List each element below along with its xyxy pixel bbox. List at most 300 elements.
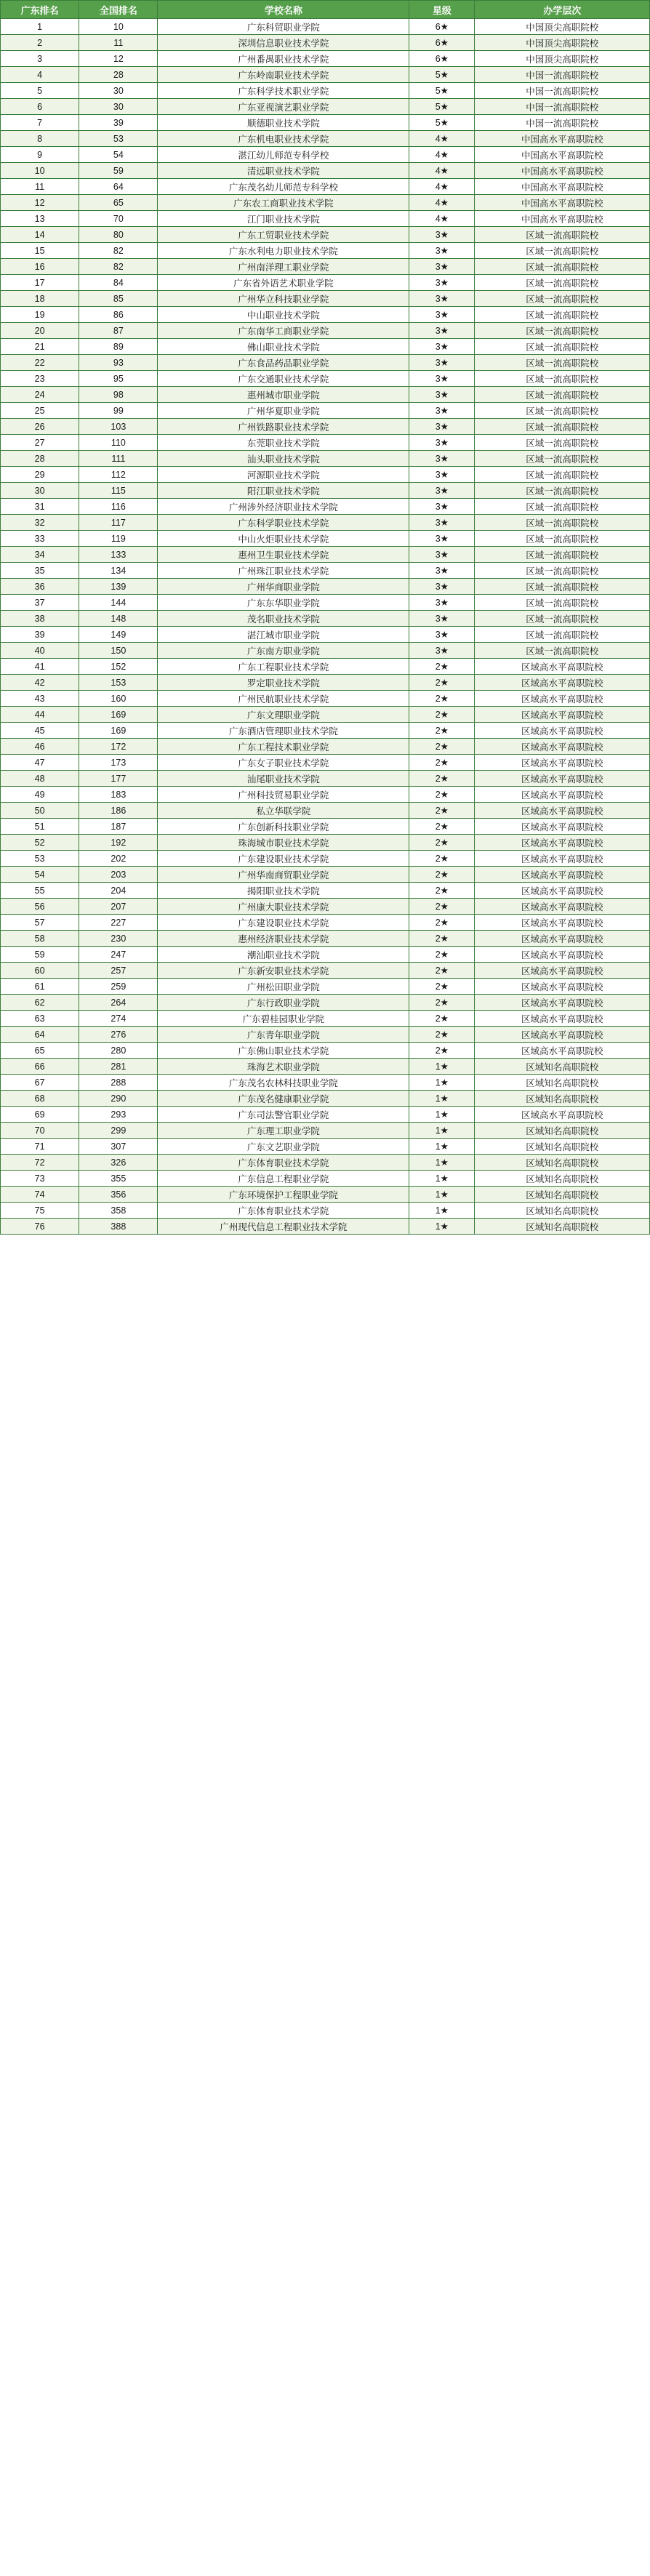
cell-level: 区域一流高职院校 — [475, 323, 650, 339]
cell-national-rank: 149 — [79, 627, 158, 643]
cell-school-name: 珠海艺术职业学院 — [158, 1059, 409, 1075]
cell-province-rank: 52 — [1, 835, 79, 851]
cell-star: 2★ — [409, 787, 475, 803]
cell-star: 3★ — [409, 323, 475, 339]
cell-province-rank: 19 — [1, 307, 79, 323]
cell-level: 区域知名高职院校 — [475, 1155, 650, 1171]
cell-national-rank: 187 — [79, 819, 158, 835]
cell-national-rank: 11 — [79, 35, 158, 51]
cell-national-rank: 115 — [79, 483, 158, 499]
cell-province-rank: 27 — [1, 435, 79, 451]
cell-province-rank: 70 — [1, 1123, 79, 1139]
cell-national-rank: 274 — [79, 1011, 158, 1027]
cell-level: 中国顶尖高职院校 — [475, 19, 650, 35]
cell-star: 2★ — [409, 995, 475, 1011]
cell-star: 2★ — [409, 883, 475, 899]
college-ranking-table — [0, 0, 650, 1235]
cell-star: 1★ — [409, 1123, 475, 1139]
table-row — [1, 1059, 650, 1075]
cell-national-rank: 227 — [79, 915, 158, 931]
cell-national-rank: 30 — [79, 99, 158, 115]
cell-national-rank: 139 — [79, 579, 158, 595]
cell-national-rank: 281 — [79, 1059, 158, 1075]
table-row — [1, 963, 650, 979]
table-row — [1, 899, 650, 915]
cell-school-name: 广东南华工商职业学院 — [158, 323, 409, 339]
cell-star: 4★ — [409, 211, 475, 227]
cell-school-name: 广东科学职业技术学院 — [158, 515, 409, 531]
cell-level: 中国高水平高职院校 — [475, 211, 650, 227]
cell-level: 区域知名高职院校 — [475, 1203, 650, 1219]
cell-star: 2★ — [409, 803, 475, 819]
cell-school-name: 广东科学技术职业学院 — [158, 83, 409, 99]
cell-star: 1★ — [409, 1091, 475, 1107]
cell-level: 区域一流高职院校 — [475, 467, 650, 483]
cell-national-rank: 53 — [79, 131, 158, 147]
cell-national-rank: 355 — [79, 1171, 158, 1187]
table-row — [1, 435, 650, 451]
cell-national-rank: 111 — [79, 451, 158, 467]
cell-star: 3★ — [409, 499, 475, 515]
table-row — [1, 291, 650, 307]
table-row — [1, 547, 650, 563]
cell-national-rank: 356 — [79, 1187, 158, 1203]
cell-national-rank: 177 — [79, 771, 158, 787]
cell-star: 3★ — [409, 483, 475, 499]
cell-star: 2★ — [409, 915, 475, 931]
cell-national-rank: 133 — [79, 547, 158, 563]
cell-star: 2★ — [409, 771, 475, 787]
cell-school-name: 东莞职业技术学院 — [158, 435, 409, 451]
cell-level: 区域高水平高职院校 — [475, 931, 650, 947]
column-header-star: 星级 — [409, 1, 475, 19]
table-row — [1, 83, 650, 99]
cell-level: 区域一流高职院校 — [475, 227, 650, 243]
cell-level: 中国高水平高职院校 — [475, 195, 650, 211]
cell-national-rank: 186 — [79, 803, 158, 819]
table-row — [1, 643, 650, 659]
cell-national-rank: 70 — [79, 211, 158, 227]
column-header-school-name: 学校名称 — [158, 1, 409, 19]
cell-national-rank: 192 — [79, 835, 158, 851]
cell-national-rank: 293 — [79, 1107, 158, 1123]
table-row — [1, 51, 650, 67]
cell-national-rank: 86 — [79, 307, 158, 323]
cell-level: 区域一流高职院校 — [475, 595, 650, 611]
cell-national-rank: 82 — [79, 243, 158, 259]
cell-star: 3★ — [409, 611, 475, 627]
column-header-level: 办学层次 — [475, 1, 650, 19]
cell-star: 4★ — [409, 131, 475, 147]
cell-star: 3★ — [409, 339, 475, 355]
cell-national-rank: 169 — [79, 707, 158, 723]
cell-level: 区域一流高职院校 — [475, 339, 650, 355]
cell-province-rank: 22 — [1, 355, 79, 371]
cell-level: 区域高水平高职院校 — [475, 835, 650, 851]
cell-national-rank: 65 — [79, 195, 158, 211]
cell-level: 区域高水平高职院校 — [475, 739, 650, 755]
cell-school-name: 广州铁路职业技术学院 — [158, 419, 409, 435]
cell-national-rank: 87 — [79, 323, 158, 339]
cell-level: 区域一流高职院校 — [475, 531, 650, 547]
cell-province-rank: 20 — [1, 323, 79, 339]
cell-school-name: 阳江职业技术学院 — [158, 483, 409, 499]
cell-national-rank: 10 — [79, 19, 158, 35]
cell-level: 区域高水平高职院校 — [475, 659, 650, 675]
cell-star: 3★ — [409, 291, 475, 307]
cell-level: 区域一流高职院校 — [475, 483, 650, 499]
cell-level: 中国一流高职院校 — [475, 99, 650, 115]
cell-school-name: 广东茂名农林科技职业学院 — [158, 1075, 409, 1091]
cell-school-name: 广州华商职业学院 — [158, 579, 409, 595]
cell-national-rank: 12 — [79, 51, 158, 67]
cell-level: 中国高水平高职院校 — [475, 179, 650, 195]
cell-province-rank: 56 — [1, 899, 79, 915]
cell-national-rank: 169 — [79, 723, 158, 739]
cell-province-rank: 11 — [1, 179, 79, 195]
table-row — [1, 819, 650, 835]
cell-national-rank: 144 — [79, 595, 158, 611]
cell-national-rank: 89 — [79, 339, 158, 355]
cell-national-rank: 116 — [79, 499, 158, 515]
cell-level: 中国高水平高职院校 — [475, 163, 650, 179]
table-row — [1, 803, 650, 819]
cell-level: 区域一流高职院校 — [475, 307, 650, 323]
cell-school-name: 广东工程职业技术学院 — [158, 659, 409, 675]
cell-level: 区域高水平高职院校 — [475, 1043, 650, 1059]
cell-province-rank: 61 — [1, 979, 79, 995]
cell-school-name: 中山火炬职业技术学院 — [158, 531, 409, 547]
cell-star: 3★ — [409, 403, 475, 419]
cell-national-rank: 299 — [79, 1123, 158, 1139]
cell-school-name: 惠州城市职业学院 — [158, 387, 409, 403]
cell-star: 2★ — [409, 755, 475, 771]
cell-national-rank: 152 — [79, 659, 158, 675]
cell-province-rank: 43 — [1, 691, 79, 707]
table-row — [1, 707, 650, 723]
cell-national-rank: 84 — [79, 275, 158, 291]
cell-school-name: 广东茂名幼儿师范专科学校 — [158, 179, 409, 195]
cell-province-rank: 2 — [1, 35, 79, 51]
cell-school-name: 湛江幼儿师范专科学校 — [158, 147, 409, 163]
table-row — [1, 723, 650, 739]
cell-school-name: 广州华夏职业学院 — [158, 403, 409, 419]
table-row — [1, 387, 650, 403]
cell-province-rank: 58 — [1, 931, 79, 947]
cell-school-name: 惠州经济职业技术学院 — [158, 931, 409, 947]
cell-province-rank: 71 — [1, 1139, 79, 1155]
cell-school-name: 汕头职业技术学院 — [158, 451, 409, 467]
table-row — [1, 915, 650, 931]
cell-level: 区域一流高职院校 — [475, 627, 650, 643]
cell-level: 区域一流高职院校 — [475, 243, 650, 259]
cell-star: 3★ — [409, 259, 475, 275]
cell-level: 区域一流高职院校 — [475, 451, 650, 467]
cell-star: 5★ — [409, 115, 475, 131]
cell-province-rank: 41 — [1, 659, 79, 675]
cell-star: 1★ — [409, 1107, 475, 1123]
cell-province-rank: 46 — [1, 739, 79, 755]
cell-level: 区域一流高职院校 — [475, 547, 650, 563]
table-row — [1, 483, 650, 499]
column-header-province-rank: 广东排名 — [1, 1, 79, 19]
cell-star: 3★ — [409, 643, 475, 659]
cell-school-name: 广东行政职业学院 — [158, 995, 409, 1011]
cell-star: 2★ — [409, 675, 475, 691]
cell-star: 2★ — [409, 723, 475, 739]
cell-star: 2★ — [409, 1011, 475, 1027]
cell-star: 1★ — [409, 1139, 475, 1155]
table-row — [1, 259, 650, 275]
cell-school-name: 广东机电职业技术学院 — [158, 131, 409, 147]
table-row — [1, 1011, 650, 1027]
cell-national-rank: 30 — [79, 83, 158, 99]
cell-province-rank: 14 — [1, 227, 79, 243]
cell-province-rank: 34 — [1, 547, 79, 563]
cell-school-name: 广东亚视演艺职业学院 — [158, 99, 409, 115]
cell-level: 区域一流高职院校 — [475, 563, 650, 579]
cell-school-name: 广州华立科技职业学院 — [158, 291, 409, 307]
cell-national-rank: 358 — [79, 1203, 158, 1219]
cell-province-rank: 16 — [1, 259, 79, 275]
cell-school-name: 广东女子职业技术学院 — [158, 755, 409, 771]
cell-school-name: 广东新安职业技术学院 — [158, 963, 409, 979]
cell-level: 区域一流高职院校 — [475, 499, 650, 515]
cell-province-rank: 37 — [1, 595, 79, 611]
table-row — [1, 659, 650, 675]
cell-province-rank: 10 — [1, 163, 79, 179]
cell-province-rank: 57 — [1, 915, 79, 931]
cell-school-name: 广东创新科技职业学院 — [158, 819, 409, 835]
cell-province-rank: 9 — [1, 147, 79, 163]
cell-province-rank: 39 — [1, 627, 79, 643]
cell-school-name: 广东文理职业学院 — [158, 707, 409, 723]
table-row — [1, 467, 650, 483]
cell-national-rank: 204 — [79, 883, 158, 899]
table-row — [1, 131, 650, 147]
table-row — [1, 1043, 650, 1059]
table-row — [1, 19, 650, 35]
table-row — [1, 1107, 650, 1123]
cell-province-rank: 51 — [1, 819, 79, 835]
cell-province-rank: 59 — [1, 947, 79, 963]
cell-school-name: 湛江城市职业学院 — [158, 627, 409, 643]
cell-national-rank: 160 — [79, 691, 158, 707]
table-row — [1, 1123, 650, 1139]
cell-level: 区域高水平高职院校 — [475, 1027, 650, 1043]
cell-school-name: 广东信息工程职业学院 — [158, 1171, 409, 1187]
cell-school-name: 广东科贸职业学院 — [158, 19, 409, 35]
cell-province-rank: 75 — [1, 1203, 79, 1219]
cell-level: 区域高水平高职院校 — [475, 883, 650, 899]
table-body — [1, 19, 650, 1235]
cell-national-rank: 80 — [79, 227, 158, 243]
cell-school-name: 清远职业技术学院 — [158, 163, 409, 179]
cell-school-name: 广东碧桂园职业学院 — [158, 1011, 409, 1027]
cell-school-name: 广东水利电力职业技术学院 — [158, 243, 409, 259]
cell-school-name: 广东交通职业技术学院 — [158, 371, 409, 387]
table-row — [1, 1155, 650, 1171]
cell-national-rank: 28 — [79, 67, 158, 83]
cell-province-rank: 55 — [1, 883, 79, 899]
cell-school-name: 广州现代信息工程职业技术学院 — [158, 1219, 409, 1235]
cell-national-rank: 82 — [79, 259, 158, 275]
table-row — [1, 979, 650, 995]
cell-school-name: 广东建设职业技术学院 — [158, 915, 409, 931]
table-row — [1, 995, 650, 1011]
cell-province-rank: 1 — [1, 19, 79, 35]
cell-star: 4★ — [409, 163, 475, 179]
table-row — [1, 163, 650, 179]
cell-national-rank: 112 — [79, 467, 158, 483]
cell-school-name: 私立华联学院 — [158, 803, 409, 819]
cell-school-name: 河源职业技术学院 — [158, 467, 409, 483]
cell-star: 3★ — [409, 579, 475, 595]
cell-level: 区域高水平高职院校 — [475, 675, 650, 691]
cell-level: 区域高水平高职院校 — [475, 691, 650, 707]
cell-national-rank: 95 — [79, 371, 158, 387]
column-header-national-rank: 全国排名 — [79, 1, 158, 19]
cell-star: 3★ — [409, 595, 475, 611]
cell-star: 4★ — [409, 179, 475, 195]
cell-level: 区域高水平高职院校 — [475, 755, 650, 771]
cell-school-name: 惠州卫生职业技术学院 — [158, 547, 409, 563]
cell-star: 3★ — [409, 355, 475, 371]
cell-province-rank: 60 — [1, 963, 79, 979]
cell-star: 4★ — [409, 195, 475, 211]
cell-province-rank: 63 — [1, 1011, 79, 1027]
cell-school-name: 广东环境保护工程职业学院 — [158, 1187, 409, 1203]
cell-star: 2★ — [409, 819, 475, 835]
cell-star: 2★ — [409, 739, 475, 755]
cell-province-rank: 65 — [1, 1043, 79, 1059]
cell-star: 3★ — [409, 387, 475, 403]
cell-level: 区域知名高职院校 — [475, 1075, 650, 1091]
cell-star: 5★ — [409, 99, 475, 115]
cell-province-rank: 13 — [1, 211, 79, 227]
cell-level: 区域高水平高职院校 — [475, 1107, 650, 1123]
cell-school-name: 广州涉外经济职业技术学院 — [158, 499, 409, 515]
cell-province-rank: 68 — [1, 1091, 79, 1107]
cell-star: 3★ — [409, 451, 475, 467]
cell-national-rank: 247 — [79, 947, 158, 963]
cell-star: 3★ — [409, 307, 475, 323]
cell-school-name: 广东工贸职业技术学院 — [158, 227, 409, 243]
table-row — [1, 499, 650, 515]
cell-school-name: 罗定职业技术学院 — [158, 675, 409, 691]
cell-national-rank: 85 — [79, 291, 158, 307]
cell-level: 区域知名高职院校 — [475, 1139, 650, 1155]
cell-star: 3★ — [409, 627, 475, 643]
cell-star: 2★ — [409, 835, 475, 851]
cell-province-rank: 8 — [1, 131, 79, 147]
cell-province-rank: 69 — [1, 1107, 79, 1123]
cell-province-rank: 5 — [1, 83, 79, 99]
cell-national-rank: 39 — [79, 115, 158, 131]
cell-province-rank: 62 — [1, 995, 79, 1011]
cell-province-rank: 3 — [1, 51, 79, 67]
cell-star: 2★ — [409, 707, 475, 723]
cell-school-name: 广州松田职业学院 — [158, 979, 409, 995]
table-row — [1, 627, 650, 643]
table-row — [1, 1075, 650, 1091]
table-row — [1, 211, 650, 227]
cell-school-name: 广东岭南职业技术学院 — [158, 67, 409, 83]
table-row — [1, 339, 650, 355]
cell-national-rank: 117 — [79, 515, 158, 531]
table-row — [1, 531, 650, 547]
cell-province-rank: 40 — [1, 643, 79, 659]
cell-school-name: 广东司法警官职业学院 — [158, 1107, 409, 1123]
cell-star: 2★ — [409, 851, 475, 867]
cell-level: 区域一流高职院校 — [475, 611, 650, 627]
cell-school-name: 中山职业技术学院 — [158, 307, 409, 323]
cell-school-name: 广州南洋理工职业学院 — [158, 259, 409, 275]
table-row — [1, 835, 650, 851]
cell-province-rank: 15 — [1, 243, 79, 259]
cell-national-rank: 153 — [79, 675, 158, 691]
cell-level: 区域知名高职院校 — [475, 1059, 650, 1075]
cell-national-rank: 99 — [79, 403, 158, 419]
table-row — [1, 403, 650, 419]
cell-school-name: 广东文艺职业学院 — [158, 1139, 409, 1155]
cell-province-rank: 66 — [1, 1059, 79, 1075]
cell-province-rank: 31 — [1, 499, 79, 515]
cell-province-rank: 21 — [1, 339, 79, 355]
cell-province-rank: 64 — [1, 1027, 79, 1043]
cell-school-name: 广东体育职业技术学院 — [158, 1155, 409, 1171]
cell-school-name: 广东佛山职业技术学院 — [158, 1043, 409, 1059]
cell-level: 区域一流高职院校 — [475, 643, 650, 659]
cell-province-rank: 17 — [1, 275, 79, 291]
cell-star: 1★ — [409, 1171, 475, 1187]
table-row — [1, 1139, 650, 1155]
cell-province-rank: 49 — [1, 787, 79, 803]
cell-province-rank: 50 — [1, 803, 79, 819]
table-header — [1, 1, 650, 19]
cell-level: 区域一流高职院校 — [475, 275, 650, 291]
cell-level: 区域一流高职院校 — [475, 435, 650, 451]
table-row — [1, 451, 650, 467]
cell-star: 2★ — [409, 931, 475, 947]
cell-level: 区域一流高职院校 — [475, 515, 650, 531]
cell-province-rank: 12 — [1, 195, 79, 211]
cell-school-name: 揭阳职业技术学院 — [158, 883, 409, 899]
table-row — [1, 675, 650, 691]
cell-province-rank: 7 — [1, 115, 79, 131]
cell-national-rank: 203 — [79, 867, 158, 883]
table-row — [1, 947, 650, 963]
table-row — [1, 1171, 650, 1187]
cell-star: 5★ — [409, 67, 475, 83]
cell-national-rank: 326 — [79, 1155, 158, 1171]
table-row — [1, 595, 650, 611]
table-row — [1, 371, 650, 387]
cell-level: 中国顶尖高职院校 — [475, 51, 650, 67]
cell-level: 区域知名高职院校 — [475, 1171, 650, 1187]
table-row — [1, 323, 650, 339]
cell-level: 区域一流高职院校 — [475, 259, 650, 275]
cell-star: 3★ — [409, 371, 475, 387]
cell-school-name: 广东理工职业学院 — [158, 1123, 409, 1139]
cell-province-rank: 28 — [1, 451, 79, 467]
cell-school-name: 广东青年职业学院 — [158, 1027, 409, 1043]
cell-national-rank: 207 — [79, 899, 158, 915]
cell-level: 中国一流高职院校 — [475, 83, 650, 99]
cell-level: 中国一流高职院校 — [475, 67, 650, 83]
cell-national-rank: 280 — [79, 1043, 158, 1059]
cell-school-name: 茂名职业技术学院 — [158, 611, 409, 627]
